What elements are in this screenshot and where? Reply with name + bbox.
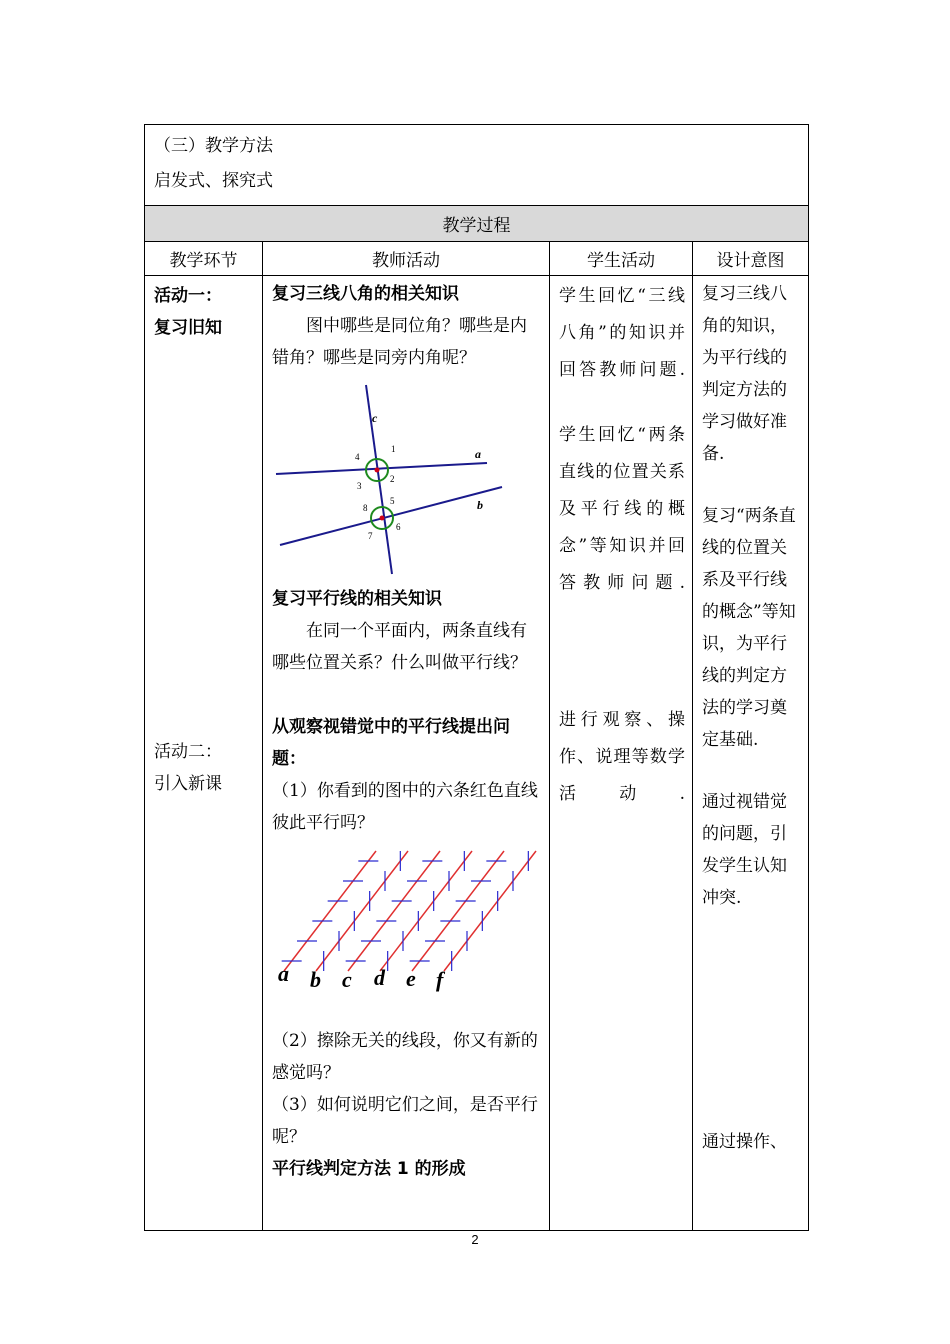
illusion-label-b: b xyxy=(310,967,321,992)
teaching-method-text: 启发式、探究式 xyxy=(154,171,273,191)
activity-one: 活动一： 复习旧知 xyxy=(154,286,222,338)
angle-label-1: 1 xyxy=(391,444,396,454)
illusion-label-d: d xyxy=(374,965,385,990)
heading-three-lines-eight-angles: 复习三线八角的相关知识 xyxy=(272,284,459,304)
lesson-table xyxy=(144,124,809,1231)
student-activity-3: 进行观察、操作、说理等数学活动. xyxy=(559,710,685,804)
design-intent-cell xyxy=(693,276,809,1231)
teaching-method-cell xyxy=(145,125,809,206)
column-header-student: 学生活动 xyxy=(550,242,693,276)
three-lines-eight-angles-figure xyxy=(272,378,540,583)
stage-cell xyxy=(145,276,263,1231)
design-intent-4: 通过操作、 xyxy=(702,1132,787,1152)
angle-label-7: 7 xyxy=(368,531,373,541)
angle-label-4: 4 xyxy=(355,452,360,462)
question-erase-segments: （2）擦除无关的线段，你又有新的感觉吗？ xyxy=(272,1031,538,1083)
angle-label-8: 8 xyxy=(363,503,368,513)
teacher-activity-cell xyxy=(263,276,550,1231)
heading-parallel-lines-review: 复习平行线的相关知识 xyxy=(272,589,442,609)
angle-label-5: 5 xyxy=(390,496,395,506)
student-activity-cell xyxy=(550,276,693,1231)
illusion-label-c: c xyxy=(342,967,352,992)
question-angles: 图中哪些是同位角？哪些是内错角？哪些是同旁内角呢？ xyxy=(272,316,527,368)
illusion-label-f: f xyxy=(436,967,444,992)
question-line-relationships: 在同一个平面内，两条直线有哪些位置关系？什么叫做平行线？ xyxy=(272,621,527,673)
column-header-design: 设计意图 xyxy=(693,242,809,276)
page-number: 2 xyxy=(471,1232,479,1247)
line-a xyxy=(276,463,487,474)
angle-label-2: 2 xyxy=(390,474,395,484)
section-title: 教学过程 xyxy=(145,206,809,242)
upper-intersection-dot xyxy=(375,468,380,473)
design-intent-1: 复习三线八角的知识，为平行线的判定方法的学习做好准备. xyxy=(702,284,787,464)
parallel-illusion-figure xyxy=(272,841,540,1001)
heading-illusion-problem: 从观察视错觉中的平行线提出问题： xyxy=(272,717,510,769)
label-a: a xyxy=(475,447,481,461)
lower-intersection-dot xyxy=(380,516,385,521)
question-how-to-show-parallel: （3）如何说明它们之间，是否平行呢？ xyxy=(272,1095,538,1147)
teaching-method-heading: （三）教学方法 xyxy=(154,136,273,156)
student-activity-1: 学生回忆“三线八角”的知识并回答教师问题. xyxy=(559,286,685,380)
illusion-label-e: e xyxy=(406,966,416,991)
illusion-label-a: a xyxy=(278,961,289,986)
heading-criterion-one: 平行线判定方法 1 的形成 xyxy=(272,1159,466,1179)
activity-two: 活动二： 引入新课 xyxy=(154,742,222,794)
angle-label-6: 6 xyxy=(396,522,401,532)
column-header-teacher: 教师活动 xyxy=(263,242,550,276)
design-intent-2: 复习“两条直线的位置关系及平行线的概念”等知识，为平行线的判定方法的学习奠定基础. xyxy=(702,506,796,750)
student-activity-2: 学生回忆“两条直线的位置关系及平行线的概念”等知识并回答教师问题. xyxy=(559,425,685,593)
label-b: b xyxy=(477,498,483,512)
question-red-lines-parallel: （1）你看到的图中的六条红色直线彼此平行吗？ xyxy=(272,781,538,833)
label-c: c xyxy=(372,411,378,425)
column-header-stage: 教学环节 xyxy=(145,242,263,276)
design-intent-3: 通过视错觉的问题，引发学生认知冲突. xyxy=(702,792,787,908)
angle-label-3: 3 xyxy=(357,481,362,491)
